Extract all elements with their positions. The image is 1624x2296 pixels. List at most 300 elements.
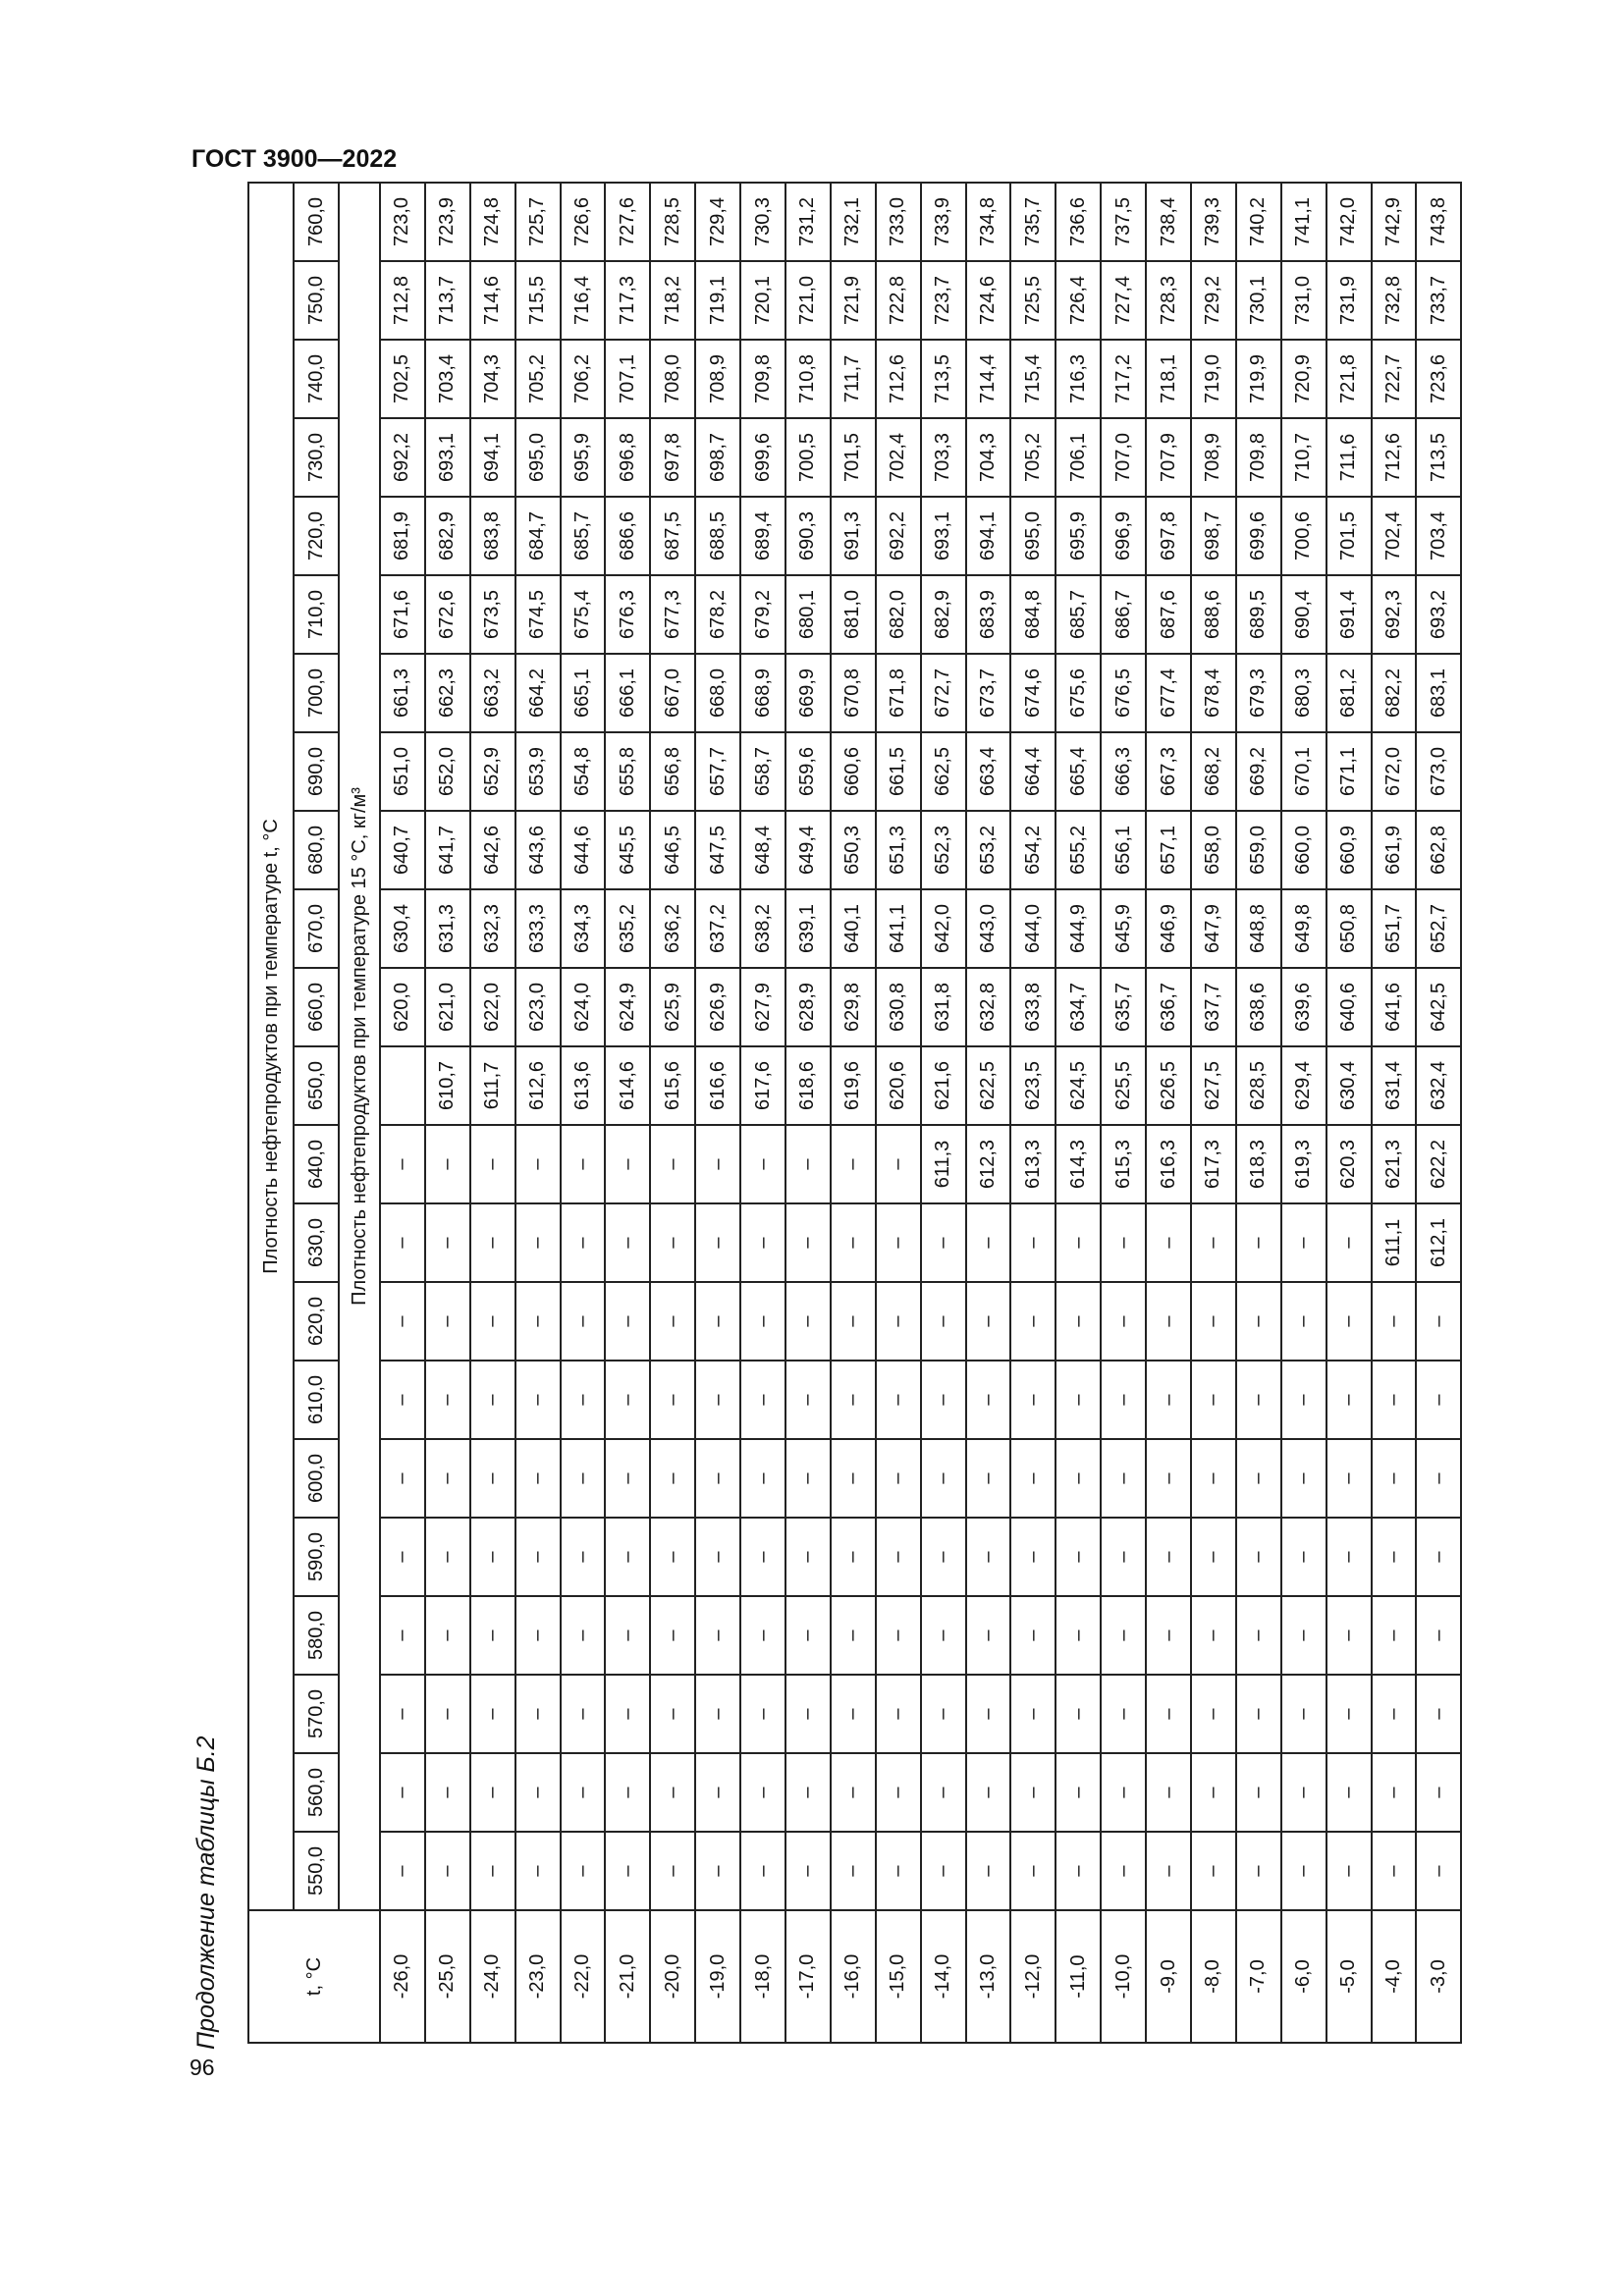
density-cell: – <box>740 1203 785 1282</box>
density-cell: – <box>1010 1753 1056 1832</box>
density-cell: 624,5 <box>1056 1046 1101 1125</box>
table-row <box>650 183 695 2043</box>
density-sub-header: Плотность нефтепродуктов при температуре 15 °C, кг/м³ <box>339 183 380 1910</box>
density-cell: 622,2 <box>1416 1125 1461 1203</box>
density-cell: – <box>470 1596 515 1675</box>
density-cell: 669,2 <box>1236 732 1281 811</box>
density-cell: – <box>876 1675 921 1753</box>
density-cell: 677,3 <box>650 575 695 654</box>
density-cell: – <box>1056 1439 1101 1518</box>
density-cell: – <box>876 1596 921 1675</box>
density-cell: 631,8 <box>921 968 966 1046</box>
density-cell: 717,3 <box>605 261 650 340</box>
page-number: 96 <box>189 2055 215 2080</box>
density-cell: 645,9 <box>1101 889 1146 968</box>
density-cell: 715,5 <box>515 261 561 340</box>
document-title: ГОСТ 3900—2022 <box>191 145 398 173</box>
density-cell: 705,2 <box>1010 418 1056 497</box>
density-cell: – <box>740 1753 785 1832</box>
density-cell: – <box>1191 1361 1236 1439</box>
density-cell: 727,6 <box>605 183 650 261</box>
density-cell: – <box>695 1282 740 1361</box>
density-cell: – <box>966 1518 1011 1596</box>
density-cell: 652,7 <box>1416 889 1461 968</box>
density-cell: 736,6 <box>1056 183 1101 261</box>
density-cell: – <box>561 1675 606 1753</box>
density-column-header: 670,0 <box>294 889 339 968</box>
density-cell: 681,2 <box>1326 654 1372 732</box>
density-group-header: Плотность нефтепродуктов при температуре t, °C <box>248 183 294 1910</box>
density-cell: – <box>1101 1753 1146 1832</box>
density-cell: – <box>1326 1596 1372 1675</box>
density-cell: 691,4 <box>1326 575 1372 654</box>
density-cell: 668,2 <box>1191 732 1236 811</box>
density-cell: 656,1 <box>1101 811 1146 889</box>
density-cell: 650,8 <box>1326 889 1372 968</box>
density-cell: – <box>831 1675 876 1753</box>
density-cell: – <box>425 1203 470 1282</box>
density-cell: 740,2 <box>1236 183 1281 261</box>
density-cell: 707,9 <box>1146 418 1191 497</box>
temperature-cell: -11,0 <box>1056 1910 1101 2043</box>
density-cell: 729,2 <box>1191 261 1236 340</box>
table-row <box>785 183 831 2043</box>
density-cell: 682,2 <box>1372 654 1417 732</box>
density-cell: 635,7 <box>1101 968 1146 1046</box>
density-cell: – <box>1010 1675 1056 1753</box>
density-cell: – <box>921 1596 966 1675</box>
density-cell: – <box>515 1282 561 1361</box>
table-row <box>1010 183 1056 2043</box>
density-cell: – <box>1146 1675 1191 1753</box>
density-cell: – <box>1010 1596 1056 1675</box>
density-cell: – <box>1281 1282 1326 1361</box>
density-cell: – <box>1056 1361 1101 1439</box>
density-cell: – <box>831 1282 876 1361</box>
density-cell: – <box>785 1439 831 1518</box>
density-table <box>247 182 1462 2044</box>
density-cell: 642,5 <box>1416 968 1461 1046</box>
density-cell: 687,5 <box>650 497 695 575</box>
density-cell: 639,1 <box>785 889 831 968</box>
density-cell: – <box>876 1125 921 1203</box>
density-column-header: 600,0 <box>294 1439 339 1518</box>
density-cell: 695,0 <box>1010 497 1056 575</box>
density-cell: – <box>1010 1203 1056 1282</box>
density-cell: – <box>876 1361 921 1439</box>
density-cell: – <box>1010 1832 1056 1910</box>
density-cell: 700,5 <box>785 418 831 497</box>
density-cell: – <box>740 1832 785 1910</box>
density-cell: – <box>470 1203 515 1282</box>
density-cell: – <box>470 1125 515 1203</box>
table-row <box>561 183 606 2043</box>
density-cell: 680,3 <box>1281 654 1326 732</box>
density-cell: 628,9 <box>785 968 831 1046</box>
density-cell: 682,9 <box>425 497 470 575</box>
density-cell: 624,9 <box>605 968 650 1046</box>
density-cell: 651,7 <box>1372 889 1417 968</box>
density-cell: 722,7 <box>1372 340 1417 418</box>
density-cell: 721,8 <box>1326 340 1372 418</box>
density-cell: – <box>425 1282 470 1361</box>
density-cell: – <box>1281 1518 1326 1596</box>
density-cell: 611,7 <box>470 1046 515 1125</box>
density-cell: 703,4 <box>425 340 470 418</box>
density-cell: 730,1 <box>1236 261 1281 340</box>
density-cell: 728,5 <box>650 183 695 261</box>
density-cell: – <box>650 1361 695 1439</box>
density-cell: 663,4 <box>966 732 1011 811</box>
density-cell: – <box>1010 1361 1056 1439</box>
density-cell: – <box>605 1518 650 1596</box>
density-cell: 644,9 <box>1056 889 1101 968</box>
table-row <box>470 183 515 2043</box>
density-cell: – <box>1010 1518 1056 1596</box>
density-cell: – <box>785 1753 831 1832</box>
density-cell: – <box>650 1439 695 1518</box>
density-cell: 685,7 <box>1056 575 1101 654</box>
density-cell: 662,3 <box>425 654 470 732</box>
density-cell: 648,8 <box>1236 889 1281 968</box>
density-column-header: 620,0 <box>294 1282 339 1361</box>
density-cell: – <box>1326 1282 1372 1361</box>
density-cell: 661,9 <box>1372 811 1417 889</box>
density-cell: 643,0 <box>966 889 1011 968</box>
density-cell: – <box>561 1518 606 1596</box>
density-cell: 636,7 <box>1146 968 1191 1046</box>
density-cell: 684,8 <box>1010 575 1056 654</box>
density-cell: 683,1 <box>1416 654 1461 732</box>
density-cell: 725,5 <box>1010 261 1056 340</box>
density-cell: 737,5 <box>1101 183 1146 261</box>
density-cell: 670,1 <box>1281 732 1326 811</box>
density-cell: 679,2 <box>740 575 785 654</box>
table-row <box>515 183 561 2043</box>
density-column-header: 570,0 <box>294 1675 339 1753</box>
density-cell: – <box>831 1832 876 1910</box>
density-cell: – <box>1101 1518 1146 1596</box>
density-column-header: 630,0 <box>294 1203 339 1282</box>
density-cell: 696,9 <box>1101 497 1146 575</box>
density-cell: – <box>425 1125 470 1203</box>
density-cell: 681,9 <box>380 497 425 575</box>
header-row <box>248 183 294 2043</box>
density-cell: 717,2 <box>1101 340 1146 418</box>
density-cell: 743,8 <box>1416 183 1461 261</box>
density-cell: – <box>650 1203 695 1282</box>
temperature-cell: -6,0 <box>1281 1910 1326 2043</box>
density-cell: 651,0 <box>380 732 425 811</box>
density-cell: 648,4 <box>740 811 785 889</box>
density-cell: – <box>1101 1832 1146 1910</box>
density-cell: 616,3 <box>1146 1125 1191 1203</box>
density-cell: 670,8 <box>831 654 876 732</box>
density-cell: 671,8 <box>876 654 921 732</box>
density-cell: 727,4 <box>1101 261 1146 340</box>
density-cell: 673,0 <box>1416 732 1461 811</box>
density-cell: – <box>650 1125 695 1203</box>
density-cell: – <box>876 1832 921 1910</box>
density-cell: 716,4 <box>561 261 606 340</box>
density-cell: – <box>1101 1282 1146 1361</box>
density-cell: 626,5 <box>1146 1046 1191 1125</box>
temperature-cell: -4,0 <box>1372 1910 1417 2043</box>
density-cell: – <box>425 1518 470 1596</box>
density-cell: 640,1 <box>831 889 876 968</box>
density-cell: – <box>695 1203 740 1282</box>
density-cell: 661,5 <box>876 732 921 811</box>
density-cell: 694,1 <box>470 418 515 497</box>
density-cell: 647,5 <box>695 811 740 889</box>
density-cell: 712,6 <box>1372 418 1417 497</box>
density-cell: 723,0 <box>380 183 425 261</box>
density-cell: – <box>515 1203 561 1282</box>
density-cell: 634,3 <box>561 889 606 968</box>
density-cell: – <box>561 1832 606 1910</box>
density-cell: 627,5 <box>1191 1046 1236 1125</box>
density-cell: – <box>695 1125 740 1203</box>
table-row <box>921 183 966 2043</box>
density-cell: – <box>1236 1753 1281 1832</box>
density-cell: 657,7 <box>695 732 740 811</box>
density-cell: – <box>1191 1675 1236 1753</box>
density-cell: – <box>1146 1282 1191 1361</box>
density-cell: 708,9 <box>1191 418 1236 497</box>
density-cell: 619,6 <box>831 1046 876 1125</box>
density-cell: 657,1 <box>1146 811 1191 889</box>
density-cell: 668,9 <box>740 654 785 732</box>
density-cell: 629,4 <box>1281 1046 1326 1125</box>
density-cell: – <box>1146 1203 1191 1282</box>
density-cell: 733,0 <box>876 183 921 261</box>
table-row <box>425 183 470 2043</box>
density-cell: – <box>1146 1753 1191 1832</box>
density-cell: – <box>561 1753 606 1832</box>
density-cell: – <box>966 1361 1011 1439</box>
density-cell: 735,7 <box>1010 183 1056 261</box>
density-cell: 661,3 <box>380 654 425 732</box>
density-cell: 629,8 <box>831 968 876 1046</box>
density-cell: 699,6 <box>1236 497 1281 575</box>
density-cell: – <box>470 1675 515 1753</box>
density-cell: – <box>1056 1753 1101 1832</box>
density-cell: – <box>605 1753 650 1832</box>
density-cell: – <box>740 1439 785 1518</box>
density-cell: 707,0 <box>1101 418 1146 497</box>
density-cell: – <box>740 1282 785 1361</box>
density-cell: 674,5 <box>515 575 561 654</box>
temperature-cell: -12,0 <box>1010 1910 1056 2043</box>
density-cell: – <box>1372 1282 1417 1361</box>
density-cell: – <box>605 1361 650 1439</box>
density-cell: 687,6 <box>1146 575 1191 654</box>
density-cell: 654,8 <box>561 732 606 811</box>
density-cell: 615,3 <box>1101 1125 1146 1203</box>
density-cell: 695,9 <box>1056 497 1101 575</box>
density-cell: 712,8 <box>380 261 425 340</box>
density-cell: 665,4 <box>1056 732 1101 811</box>
density-cell: – <box>1372 1518 1417 1596</box>
density-cell: 703,3 <box>921 418 966 497</box>
table-row <box>1281 183 1326 2043</box>
density-cell: – <box>561 1282 606 1361</box>
density-cell: 719,0 <box>1191 340 1236 418</box>
density-cell: 635,2 <box>605 889 650 968</box>
density-cell: 630,4 <box>1326 1046 1372 1125</box>
table-row <box>1056 183 1101 2043</box>
density-column-header: 760,0 <box>294 183 339 261</box>
density-column-header: 640,0 <box>294 1125 339 1203</box>
density-cell: – <box>605 1596 650 1675</box>
density-cell: 640,6 <box>1326 968 1372 1046</box>
density-cell: – <box>966 1439 1011 1518</box>
density-cell: 701,5 <box>831 418 876 497</box>
density-cell: 641,1 <box>876 889 921 968</box>
density-cell: – <box>380 1596 425 1675</box>
density-cell: 733,7 <box>1416 261 1461 340</box>
density-cell: 686,6 <box>605 497 650 575</box>
temperature-cell: -10,0 <box>1101 1910 1146 2043</box>
density-cell: – <box>740 1675 785 1753</box>
density-cell: – <box>1326 1361 1372 1439</box>
density-cell: – <box>695 1361 740 1439</box>
density-cell: 658,7 <box>740 732 785 811</box>
density-cell: – <box>380 1675 425 1753</box>
density-cell: 729,4 <box>695 183 740 261</box>
density-cell: 691,3 <box>831 497 876 575</box>
density-cell: 723,6 <box>1416 340 1461 418</box>
density-cell: – <box>650 1518 695 1596</box>
temperature-cell: -9,0 <box>1146 1910 1191 2043</box>
density-cell: – <box>740 1361 785 1439</box>
density-cell: – <box>921 1518 966 1596</box>
density-cell: – <box>1416 1439 1461 1518</box>
density-cell: 632,3 <box>470 889 515 968</box>
density-cell: 674,6 <box>1010 654 1056 732</box>
density-cell: 679,3 <box>1236 654 1281 732</box>
density-cell: 615,6 <box>650 1046 695 1125</box>
density-cell: – <box>1281 1203 1326 1282</box>
density-cell: – <box>605 1832 650 1910</box>
density-cell: 644,6 <box>561 811 606 889</box>
density-cell: – <box>1146 1832 1191 1910</box>
density-cell: 733,9 <box>921 183 966 261</box>
density-cell: 693,1 <box>921 497 966 575</box>
density-cell: 703,4 <box>1416 497 1461 575</box>
density-cell: 632,8 <box>966 968 1011 1046</box>
density-cell: 617,3 <box>1191 1125 1236 1203</box>
density-cell: 707,1 <box>605 340 650 418</box>
density-cell: – <box>1191 1439 1236 1518</box>
density-cell: 730,3 <box>740 183 785 261</box>
density-cell: 714,4 <box>966 340 1011 418</box>
density-cell: 667,3 <box>1146 732 1191 811</box>
density-cell: 659,0 <box>1236 811 1281 889</box>
density-cell: 652,3 <box>921 811 966 889</box>
density-cell: – <box>1236 1518 1281 1596</box>
density-cell: – <box>1281 1675 1326 1753</box>
density-cell: 655,2 <box>1056 811 1101 889</box>
density-cell: – <box>1326 1439 1372 1518</box>
density-cell: 621,0 <box>425 968 470 1046</box>
density-cell: – <box>425 1361 470 1439</box>
density-cell: 734,8 <box>966 183 1011 261</box>
density-cell: – <box>380 1439 425 1518</box>
density-cell: 626,9 <box>695 968 740 1046</box>
density-cell: – <box>785 1361 831 1439</box>
density-cell: 741,1 <box>1281 183 1326 261</box>
density-cell: – <box>1372 1439 1417 1518</box>
density-cell: 644,0 <box>1010 889 1056 968</box>
density-cell: 611,3 <box>921 1125 966 1203</box>
density-cell: 676,5 <box>1101 654 1146 732</box>
density-cell: – <box>1281 1832 1326 1910</box>
density-cell: 638,6 <box>1236 968 1281 1046</box>
density-cell: 693,2 <box>1416 575 1461 654</box>
density-cell: – <box>1010 1439 1056 1518</box>
density-cell: 624,0 <box>561 968 606 1046</box>
density-column-header: 750,0 <box>294 261 339 340</box>
density-cell: 728,3 <box>1146 261 1191 340</box>
density-cell: – <box>785 1596 831 1675</box>
density-cell: 678,4 <box>1191 654 1236 732</box>
density-cell: – <box>605 1675 650 1753</box>
density-cell: – <box>1236 1675 1281 1753</box>
density-cell: 639,6 <box>1281 968 1326 1046</box>
density-cell: 738,4 <box>1146 183 1191 261</box>
density-cell: – <box>785 1282 831 1361</box>
density-cell: – <box>1191 1753 1236 1832</box>
density-cell: – <box>1416 1832 1461 1910</box>
density-cell: 731,9 <box>1326 261 1372 340</box>
table-row <box>695 183 740 2043</box>
density-cell: 714,6 <box>470 261 515 340</box>
density-cell: – <box>785 1832 831 1910</box>
density-cell: 622,5 <box>966 1046 1011 1125</box>
density-column-header: 590,0 <box>294 1518 339 1596</box>
density-column-header: 730,0 <box>294 418 339 497</box>
temperature-cell: -19,0 <box>695 1910 740 2043</box>
density-cell: 702,4 <box>1372 497 1417 575</box>
density-cell: – <box>966 1832 1011 1910</box>
density-cell: – <box>1191 1282 1236 1361</box>
density-cell: 712,6 <box>876 340 921 418</box>
density-cell: – <box>1146 1361 1191 1439</box>
density-column-header: 610,0 <box>294 1361 339 1439</box>
density-cell: – <box>831 1753 876 1832</box>
density-cell: 711,6 <box>1326 418 1372 497</box>
density-cell: 716,3 <box>1056 340 1101 418</box>
table-row <box>1236 183 1281 2043</box>
density-cell: 693,1 <box>425 418 470 497</box>
density-cell: 704,3 <box>470 340 515 418</box>
density-cell: 630,8 <box>876 968 921 1046</box>
density-cell: 666,1 <box>605 654 650 732</box>
density-cell: 723,7 <box>921 261 966 340</box>
density-cell: 708,9 <box>695 340 740 418</box>
density-cell: 660,0 <box>1281 811 1326 889</box>
temperature-cell: -16,0 <box>831 1910 876 2043</box>
density-cell: – <box>650 1753 695 1832</box>
density-cell: – <box>650 1282 695 1361</box>
density-cell: 611,1 <box>1372 1203 1417 1282</box>
density-column-header: 680,0 <box>294 811 339 889</box>
density-cell: 637,2 <box>695 889 740 968</box>
density-cell: 645,5 <box>605 811 650 889</box>
density-cell: – <box>1056 1832 1101 1910</box>
density-cell: 618,6 <box>785 1046 831 1125</box>
